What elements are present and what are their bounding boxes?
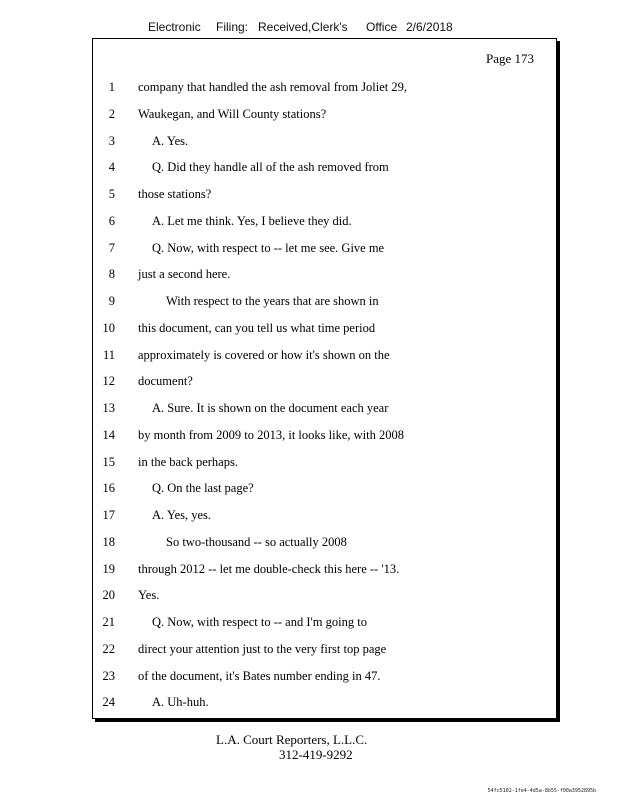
line-number: 7 xyxy=(108,240,115,255)
line-number: 5 xyxy=(108,187,115,201)
line-text: So two-thousand -- so actually 2008 xyxy=(166,534,347,549)
line-number: 1 xyxy=(108,80,115,94)
transcript-line xyxy=(93,315,556,342)
transcript-line xyxy=(93,475,556,502)
line-number: 14 xyxy=(102,427,115,442)
transcript-line xyxy=(93,636,556,663)
line-text: of the document, it's Bates number ending in 47. xyxy=(138,668,381,683)
transcript-line xyxy=(93,154,556,181)
transcript-line xyxy=(93,74,556,101)
line-text: With respect to the years that are shown in xyxy=(166,294,379,308)
line-text: in the back perhaps. xyxy=(138,454,238,469)
transcript-line xyxy=(93,529,556,556)
court-reporter-name: L.A. Court Reporters, L.L.C. xyxy=(216,732,368,747)
line-text: this document, can you tell us what time period xyxy=(138,320,376,335)
line-text: approximately is covered or how it's shown on the xyxy=(138,347,390,362)
line-number: 12 xyxy=(102,374,115,389)
line-text: company that handled the ash removal from Joliet 29, xyxy=(138,80,408,94)
transcript-line xyxy=(93,395,556,422)
line-text: direct your attention just to the very first top page xyxy=(138,641,387,656)
line-number: 22 xyxy=(102,641,115,656)
transcript-line xyxy=(93,208,556,235)
filing-word-received: Received,Clerk's xyxy=(258,20,348,34)
transcript-lines xyxy=(93,74,556,716)
line-number: 16 xyxy=(102,481,115,496)
line-text: Q. Did they handle all of the ash removed from xyxy=(152,160,389,175)
transcript-line xyxy=(93,261,556,288)
line-text: just a second here. xyxy=(138,267,231,282)
line-text: by month from 2009 to 2013, it looks like, with 2008 xyxy=(138,427,404,442)
line-number: 17 xyxy=(102,508,115,522)
line-number: 9 xyxy=(108,294,115,308)
line-text: A. Yes. xyxy=(152,133,189,148)
line-text: Waukegan, and Will County stations? xyxy=(138,106,327,121)
court-reporter-phone: 312-419-9292 xyxy=(279,747,353,762)
line-number: 19 xyxy=(102,561,115,576)
filing-word-filing: Filing: xyxy=(216,20,249,34)
transcript-line xyxy=(93,556,556,583)
line-number: 4 xyxy=(108,160,115,175)
transcript-page xyxy=(92,38,557,719)
line-text: Q. Now, with respect to -- let me see. Give me xyxy=(152,240,385,255)
line-text: Q. Now, with respect to -- and I'm going to xyxy=(152,615,367,629)
line-number: 3 xyxy=(108,133,115,148)
line-number: 15 xyxy=(102,454,115,469)
line-number: 24 xyxy=(102,695,115,710)
transcript-line xyxy=(93,502,556,529)
line-text: Q. On the last page? xyxy=(152,481,254,496)
line-text: A. Yes, yes. xyxy=(152,508,212,522)
transcript-line xyxy=(93,288,556,315)
transcript-line xyxy=(93,128,556,155)
filing-word-electronic: Electronic xyxy=(148,20,201,34)
line-number: 10 xyxy=(102,320,115,335)
line-number: 18 xyxy=(102,534,115,549)
line-text: document? xyxy=(138,374,193,389)
page-number: Page 173 xyxy=(485,51,534,66)
transcript-line xyxy=(93,422,556,449)
line-number: 8 xyxy=(108,267,115,282)
transcript-line xyxy=(93,368,556,395)
line-number: 2 xyxy=(108,106,115,121)
line-number: 6 xyxy=(108,213,115,228)
line-text: A. Uh-huh. xyxy=(152,695,209,710)
transcript-line xyxy=(93,235,556,262)
transcript-line xyxy=(93,449,556,476)
transcript-line xyxy=(93,101,556,128)
line-text: A. Let me think. Yes, I believe they did. xyxy=(152,213,352,228)
transcript-line xyxy=(93,609,556,636)
line-text: A. Sure. It is shown on the document each year xyxy=(152,401,389,415)
transcript-line xyxy=(93,663,556,690)
line-number: 23 xyxy=(102,668,115,683)
line-text: through 2012 -- let me double-check this here -- '13. xyxy=(138,561,400,576)
line-text: Yes. xyxy=(138,588,160,603)
filing-word-office: Office xyxy=(366,20,398,34)
transcript-line xyxy=(93,689,556,716)
document-id: 54fc5102-1fe4-4d5a-8b55-f00a3952895b xyxy=(487,788,596,794)
filing-date: 2/6/2018 xyxy=(406,20,453,34)
line-text: those stations? xyxy=(138,187,212,201)
line-number: 13 xyxy=(102,401,115,415)
line-number: 20 xyxy=(102,588,115,603)
transcript-line xyxy=(93,342,556,369)
line-number: 21 xyxy=(102,615,115,629)
transcript-line xyxy=(93,582,556,609)
line-number: 11 xyxy=(102,347,115,362)
transcript-line xyxy=(93,181,556,208)
